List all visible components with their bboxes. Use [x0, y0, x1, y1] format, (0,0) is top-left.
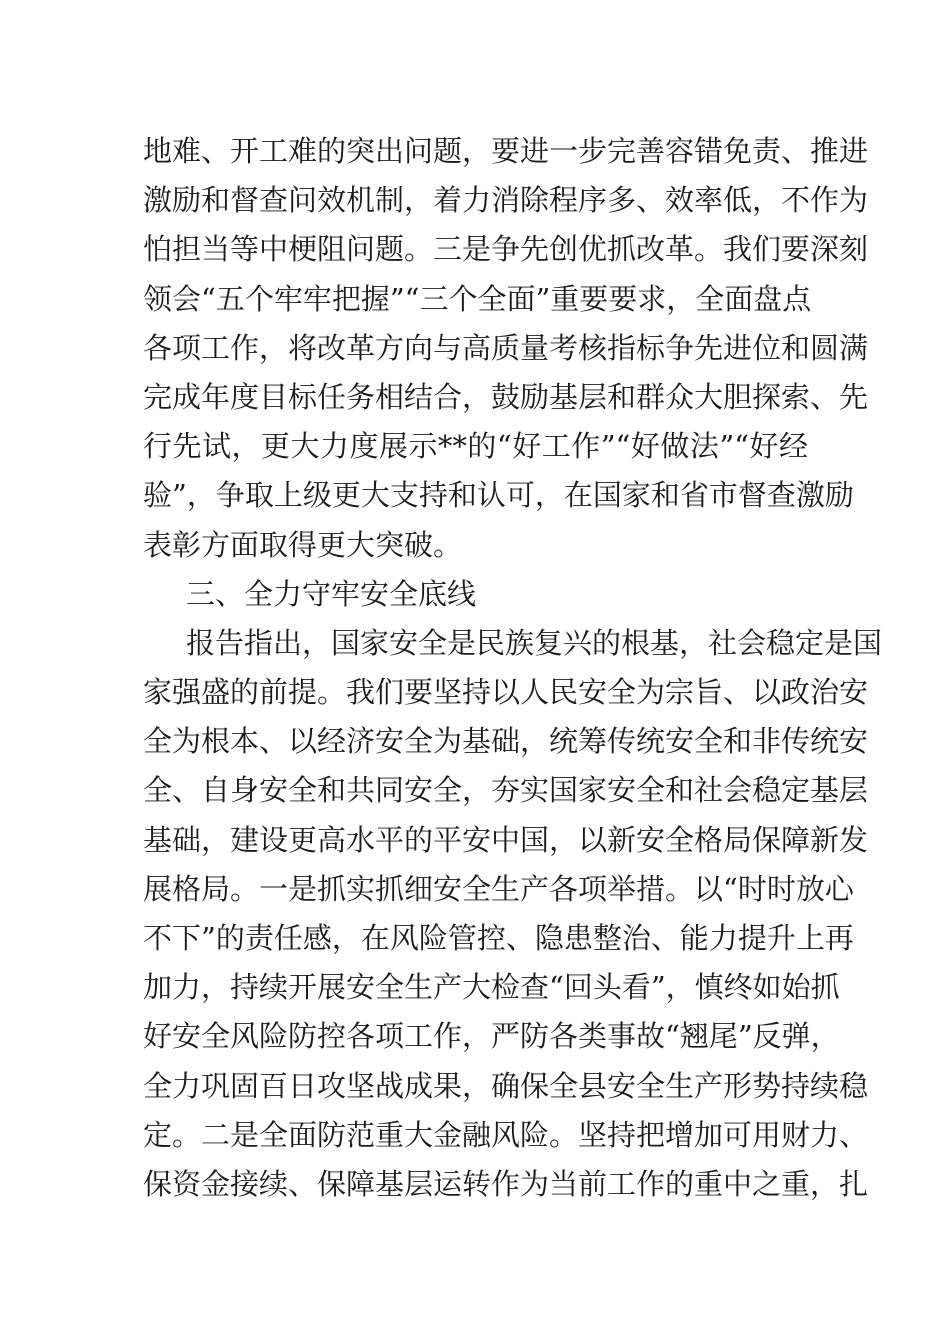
paragraph-line: 加力，持续开展安全生产大检查“回头看”，慎终如始抓 [143, 970, 840, 1005]
section-heading: 三、全力守牢安全底线 [186, 576, 477, 611]
paragraph-line: 怕担当等中梗阻问题。三是争先创优抓改革。我们要深刻 [143, 232, 869, 267]
paragraph-line: 报告指出，国家安全是民族复兴的根基，社会稳定是国 [186, 625, 883, 660]
paragraph-line: 地难、开工难的突出问题，要进一步完善容错免责、推进 [143, 134, 869, 168]
paragraph-line: 不下”的责任感，在风险管控、隐患整治、能力提升上再 [143, 921, 854, 955]
paragraph-line: 展格局。一是抓实抓细安全生产各项举措。以“时时放心 [143, 871, 854, 906]
paragraph-line: 验”，争取上级更大支持和认可，在国家和省市督查激励 [143, 478, 854, 513]
paragraph-line: 定。二是全面防范重大金融风险。坚持把增加可用财力、 [143, 1117, 869, 1152]
paragraph-line: 保资金接续、保障基层运转作为当前工作的重中之重，扎 [143, 1166, 869, 1201]
paragraph-2 [143, 619, 883, 1209]
paragraph-line: 全、自身安全和共同安全，夯实国家安全和社会稳定基层 [143, 773, 869, 808]
paragraph-line: 家强盛的前提。我们要坚持以人民安全为宗旨、以政治安 [143, 675, 869, 710]
paragraph-line: 激励和督查问效机制，着力消除程序多、效率低，不作为 [143, 183, 869, 218]
paragraph-1 [143, 127, 869, 570]
paragraph-line: 领会“五个牢牢把握”“三个全面”重要要求，全面盘点 [143, 281, 812, 316]
paragraph-line: 完成年度目标任务相结合，鼓励基层和群众大胆探索、先 [143, 379, 869, 414]
document-body [143, 127, 883, 1209]
paragraph-line: 表彰方面取得更大突破。 [143, 527, 463, 562]
paragraph-line: 好安全风险防控各项工作，严防各类事故“翘尾”反弹， [143, 1019, 840, 1054]
paragraph-line: 基础，建设更高水平的平安中国，以新安全格局保障新发 [143, 822, 869, 857]
paragraph-line: 全力巩固百日攻坚战成果，确保全县安全生产形势持续稳 [143, 1068, 869, 1103]
paragraph-line: 行先试，更大力度展示**的“好工作”“好做法”“好经 [143, 429, 808, 464]
paragraph-line: 全为根本、以经济安全为基础，统筹传统安全和非传统安 [143, 724, 869, 759]
paragraph-line: 各项工作，将改革方向与高质量考核指标争先进位和圆满 [143, 330, 869, 365]
